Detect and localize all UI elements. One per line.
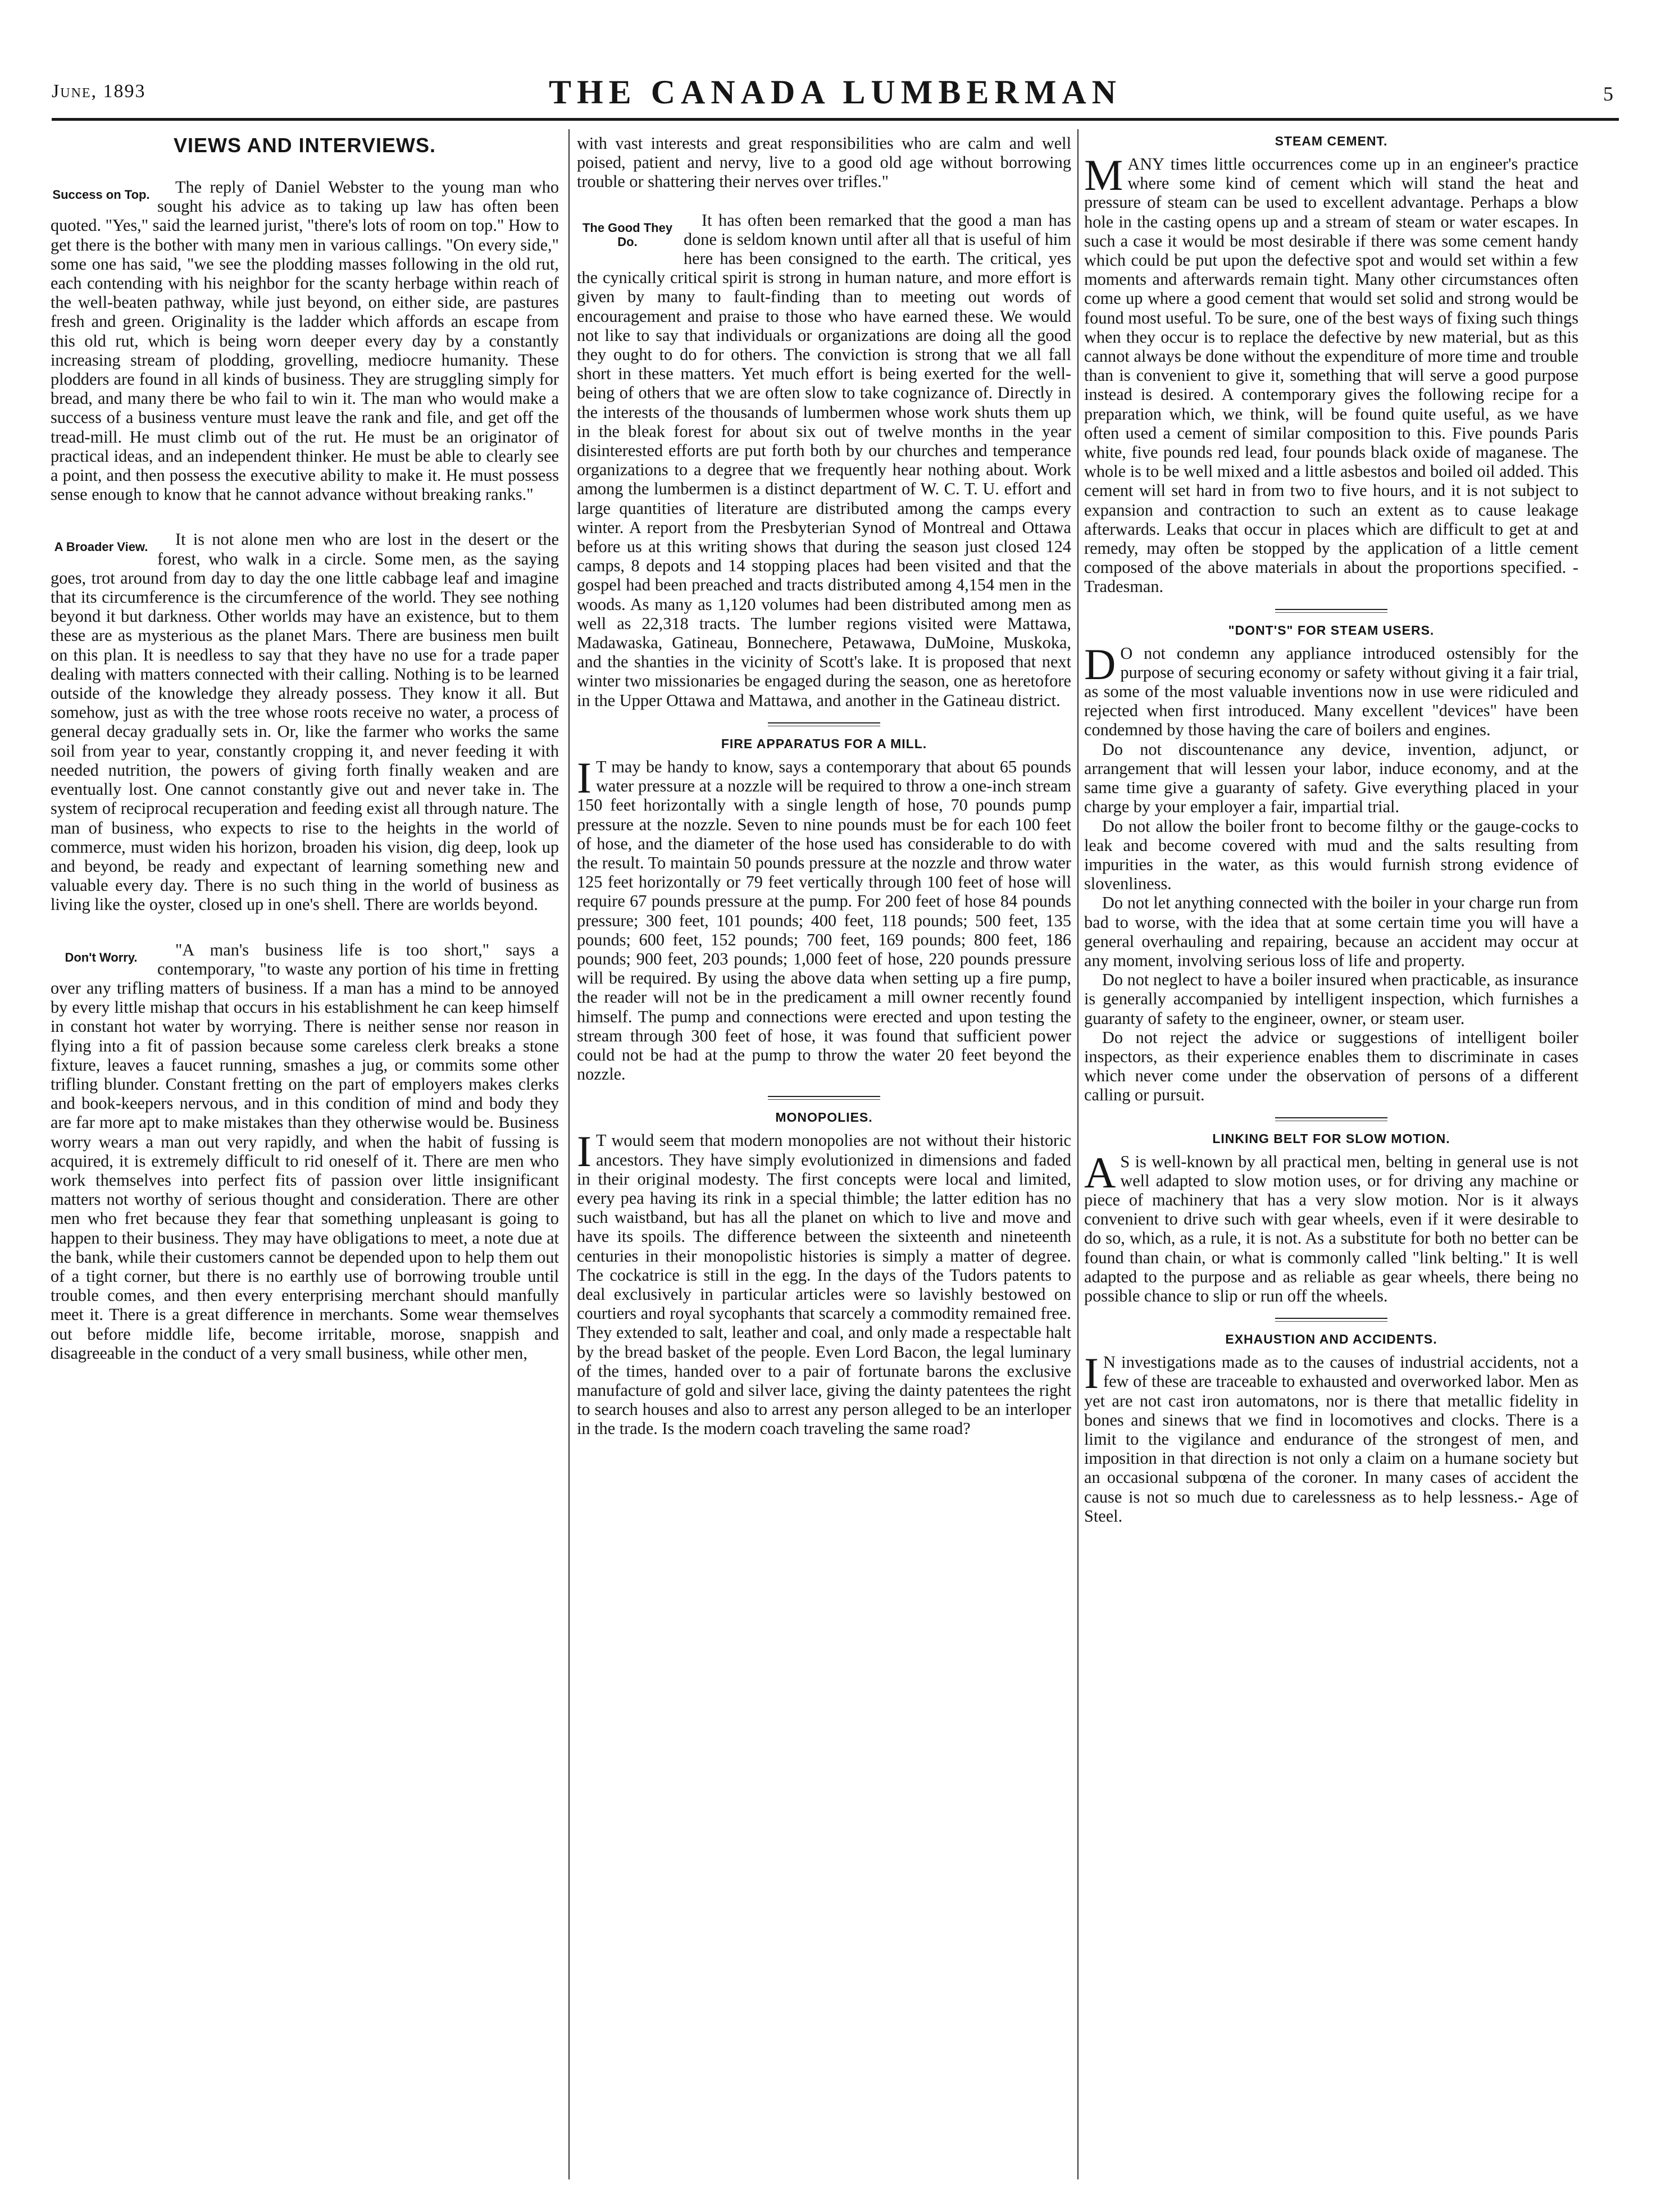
article-paragraph: Do not allow the boiler front to become filthy or the gauge-cocks to leak and become covered with mud and the salts resulting from impurities in the water, as this would furnish strong evidence of slovenliness. bbox=[1084, 816, 1578, 894]
column-2 bbox=[577, 134, 1071, 1439]
article-heading: EXHAUSTION AND ACCIDENTS. bbox=[1225, 1332, 1437, 1347]
article-paragraph: Do not let anything connected with the boiler in your charge run from bad to worse, with the idea that at some certain time you will have a general overhauling and repairing, because an accident may occur at any moment, involving serious loss of life and property. bbox=[1084, 893, 1578, 970]
masthead bbox=[52, 73, 1619, 118]
article-paragraph: Do not discountenance any device, invention, adjunct, or arrangement that will lessen your labor, induce economy, and at the same time give a guaranty of safety. Give everything placed in your charge by your employer a fair, impartial trial. bbox=[1084, 739, 1578, 817]
article-paragraph: with vast interests and great responsibilities who are calm and well poised, patient and nervy, live to a good old age without borrowing trouble or shattering their nerves over trifles." bbox=[577, 134, 1071, 192]
article-paragraph: MANY times little occurrences come up in an engineer's practice where some kind of cement which will stand the heat and pressure of steam can be used to excellent advantage. Perhaps a blow hole in the casting opens up and a stream of steam or water escapes. In such a case it would be most desirable if there was some cement handy which could be put upon the defective spot and would set within a few moments and afterwards remain tight. Many other circumstances often come up where a good cement that would set solid and strong would be found most useful. To be sure, one of the best ways of fixing such things when they occur is to replace the defective by new material, but as this cannot always be done without the expenditure of more time and trouble than is convenient to give it, something that will serve a good purpose instead is desired. A contemporary gives the following recipe for a preparation which, we think, will be found quite useful, as we have often used a cement of similar composition to this. Five pounds Paris white, five pounds red lead, four pounds black oxide of maganese. The whole is to be well mixed and a little asbestos and boiled oil added. This cement will set hard in from two to five hours, and it is not subject to expansion and contraction to such an extent as to cause leakage afterwards. Leaks that occur in places which are difficult to get at and remedy, may often be stopped by the application of a little cement composed of the above materials in about the proportions specified. -Tradesman. bbox=[1084, 151, 1578, 597]
section-rule bbox=[1275, 1117, 1387, 1121]
column-divider bbox=[1077, 129, 1079, 2179]
article-paragraph: It has often been remarked that the good a man has done is seldom known until after all that is useful of him here has been consigned to the earth. The critical, yes the cynically critical spirit is strong in human nature, and more effort is given by many to fault-finding than to meeting out words of encouragement and praise to those who have earned these. We would not like to say that individuals or organizations are doing all the good they ought to do for others. The conviction is strong that we all fall short in these matters. Yet much effort is being exerted for the well-being of others that we are often slow to take cognizance of. Directly in the interests of the thousands of lumbermen whose work shuts them up in the bleak forest for about six out of twelve months in the year disinterested efforts are put forth both by our churches and temperance organizations to a degree that we frequently hear nothing about. Work among the lumbermen is a distinct department of W. C. T. U. effort and large quantities of literature are distributed among the camps every winter. A report from the Presbyterian Synod of Montreal and Ottawa before us at this writing shows that during the season just closed 124 camps, 8 depots and 14 stopping places had been visited and that the gospel had been preached and tracts distributed among 4,154 men in the woods. As many as 1,120 volumes had been distributed among men as well as 22,318 tracts. The lumber regions visited were Mattawa, Madawaska, Gatineau, Bonnechere, Petawawa, DuMoine, Muskoka, and the shanties in the vicinity of Scott's lake. It is proposed that next winter two missionaries be engaged during the season, one as heretofore in the Upper Ottawa and Mattawa, and another in the Gatineau district. bbox=[577, 210, 1071, 710]
article-paragraph: I N investigations made as to the causes of industrial accidents, not a few of these are traceable to exhausted and overworked labor. Men as yet are not cast iron automatons, nor is there that metallic fidelity in bones and sinews that we find in locomotives and clocks. There is a limit to the vigilance and endurance of the strongest of men, and imposition in that direction is not only a claim on a humane society but an occasional subpœna of the coroner. In many cases of accident the cause is not so much due to carelessness as to help lessness.- Age of Steel. bbox=[1084, 1349, 1578, 1526]
article-heading: "DONT'S" FOR STEAM USERS. bbox=[1228, 622, 1435, 638]
article-paragraph: "A man's business life is too short," says a contemporary, "to waste any portion of his time in fretting over any trifling matters of business. If a man has a mind to be annoyed by every little mishap that occurs in his establishment he can keep himself in constant hot water by worrying. There is neither sense nor reason in flying into a fit of passion because some careless clerk breaks a stone fixture, leaves a faucet running, smashes a jug, or commits some other trifling blunder. Constant fretting on the part of employers makes clerks and book-keepers nervous, and in this condition of mind and body they are far more apt to make mistakes than they otherwise would be. Business worry wears a man out very rapidly, and when the habit of fussing is acquired, it is extremely difficult to rid oneself of it. There are men who work themselves into perfect fits of passion over little insignificant matters not worthy of serious thought and consideration. There are other men who fret because they fear that something unpleasant is going to happen to their business. They may have obligations to meet, a note due at the bank, while their customers cannot be depended upon to help them out of a tight corner, but there is no earthly use of borrowing trouble until trouble comes, and then every enterprising merchant should manfully meet it. There is a great difference in merchants. Some wear themselves out before middle life, become irritable, morose, snappish and disagreeable in the conduct of a very small business, while other men, bbox=[51, 940, 559, 1363]
side-head: Success on Top. bbox=[52, 188, 150, 202]
drop-cap: D bbox=[1084, 639, 1116, 689]
article-paragraph: It is not alone men who are lost in the desert or the forest, who walk in a circle. Some men, as the saying goes, trot around from day to day the one little cabbage leaf and imagine that its circumference is the circumference of the world. They see nothing beyond it but darkness. Other worlds may have an existence, but to them these are as mysterious as the planet Mars. There are business men built on this plan. It is needless to say that they have no use for a trade paper dealing with matters connected with their calling. Nothing is to be learned outside of the knowledge they already possess. They know it all. But somehow, just as with the tree whose roots receive no water, a process of general decay gradually sets in. Or, like the farmer who works the same soil from year to year, constantly cropping it, and never feeding it with needed nutrition, the powers of giving forth finally weaken and are eventually lost. One cannot constantly give out and never take in. The system of reciprocal recuperation and feeding exist all through nature. The man of business, who expects to rise to the heights in the world of commerce, must widen his horizon, broaden his vision, dig deep, look up and beyond, be ready and expectant of learning something new and valuable every day. There is no such thing in the world of business as living like the oyster, closed up in one's shell. There are worlds beyond. bbox=[51, 530, 559, 914]
side-head: Don't Worry. bbox=[65, 950, 138, 964]
section-rule bbox=[768, 722, 880, 726]
drop-cap: I bbox=[1084, 1349, 1099, 1398]
drop-cap: I bbox=[577, 753, 591, 802]
drop-cap: I bbox=[577, 1127, 591, 1176]
column-3 bbox=[1084, 134, 1578, 1526]
section-rule bbox=[1275, 1318, 1387, 1322]
section-rule bbox=[768, 1096, 880, 1100]
section-rule bbox=[1275, 609, 1387, 613]
newspaper-title: THE CANADA LUMBERMAN bbox=[548, 74, 1122, 111]
article-heading: STEAM CEMENT. bbox=[1275, 134, 1388, 148]
drop-cap: M bbox=[1084, 151, 1123, 199]
masthead-rule bbox=[52, 118, 1619, 121]
side-head: The Good They Do. bbox=[582, 220, 673, 249]
side-head: A Broader View. bbox=[54, 540, 148, 554]
drop-cap: A bbox=[1084, 1148, 1116, 1197]
section-heading: VIEWS AND INTERVIEWS. bbox=[173, 134, 436, 157]
column-1 bbox=[51, 134, 559, 1363]
article-paragraph: A S is well-known by all practical men, belting in general use is not well adapted to slow motion uses, or for driving any machine or piece of machinery that has a very slow motion. Nor is it always convenient to drive such with gear wheels, even if it were desirable to do so, which, as a rule, it is not. As a substitute for both no better can be found than chain, or what is commonly called "link belting." It is well adapted to the purpose and as reliable as gear wheels, there being no possible chance to slip or run off the wheels. bbox=[1084, 1148, 1578, 1305]
article-heading: FIRE APPARATUS FOR A MILL. bbox=[721, 736, 927, 751]
issue-date: June, 1893 bbox=[52, 81, 146, 102]
article-paragraph: I T would seem that modern monopolies are not without their historic ancestors. They have simply evolutionized in dimensions and faded in their original modesty. The first concepts were local and limited, every pea having its rink in a special thimble; the latter edition has no such waistband, but has all the planet on which to live and move and have its spoils. The difference between the sixteenth and nineteenth centuries in their monopolistic histories is simply a matter of degree. The cockatrice is still in the egg. In the days of the Tudors patents to deal exclusively in particular articles were so lavishly bestowed on courtiers and royal sycophants that scarcely a commodity remained free. They extended to salt, leather and coal, and only made a respectable halt by the bread basket of the people. Even Lord Bacon, the legal luminary of the times, handed over to a pair of fortunate barons the exclusive manufacture of gold and silver lace, giving the dainty patentees the right to search houses and also to arrest any person alleged to be an interloper in the trade. Is the modern coach traveling the same road? bbox=[577, 1127, 1071, 1439]
article-heading: MONOPOLIES. bbox=[775, 1110, 873, 1125]
column-divider bbox=[568, 129, 570, 2179]
article-paragraph: I T may be handy to know, says a contemporary that about 65 pounds water pressure at a nozzle will be required to throw a one-inch stream 150 feet horizontally with a single length of hose, 70 pounds pump pressure at the nozzle. Seven to nine pounds must be for each 100 feet of hose, and the diameter of the hose used has considerable to do with the result. To maintain 50 pounds pressure at the nozzle and throw water 125 feet horizontally or 79 feet vertically through 100 feet of hose will require 67 pounds pressure at the pump. For 200 feet of hose 84 pounds pressure; 300 feet, 101 pounds; 400 feet, 118 pounds; 500 feet, 135 pounds; 600 feet, 152 pounds; 700 feet, 169 pounds; 800 feet, 186 pounds; 900 feet, 203 pounds; 1,000 feet of hose, 220 pounds pressure will be required. By using the above data when setting up a fire pump, the reader will not be in the predicament a mill owner recently found himself. The pump and connections were erected and upon testing the stream through 300 feet of hose, it was found that sufficient power could not be had at the pump to throw the water 20 feet beyond the nozzle. bbox=[577, 753, 1071, 1084]
article-paragraph: The reply of Daniel Webster to the young man who sought his advice as to taking up law has often been quoted. "Yes," said the learned jurist, "there's lots of room on top." How to get there is the bother with many men in various callings. "On every side," some one has said, "we see the plodding masses following in the old rut, each contending with his neighbor for the scanty herbage within reach of the well-beaten pathway, while just beyond, on either side, are pastures fresh and green. Originality is the ladder which affords an escape from this old rut, which is being worn deeper every day by a constantly increasing stream of plodding, grovelling, mediocre humanity. These plodders are found in all kinds of business. They are struggling simply for bread, and many there be who fail to win it. The man who would make a success of a business venture must leave the rank and file, and get off the tread-mill. He must climb out of the rut. He must be an originator of practical ideas, and an independent thinker. He must be able to clearly see a point, and then possess the executive ability to make it. He must possess sense enough to know that he cannot advance without breaking ranks." bbox=[51, 177, 559, 504]
article-paragraph: Do not reject the advice or suggestions of intelligent boiler inspectors, as their experience enables them to discriminate in cases which never come under the observation of persons of a different calling or pursuit. bbox=[1084, 1027, 1578, 1105]
article-paragraph: D O not condemn any appliance introduced ostensibly for the purpose of securing economy or safety without giving it a fair trial, as some of the most valuable inventions now in use were ridiculed and rejected when first introduced. Many excellent "devices" have been condemned by those having the care of boilers and engines. bbox=[1084, 639, 1578, 740]
page-number: 5 bbox=[1603, 83, 1613, 105]
article-heading: LINKING BELT FOR SLOW MOTION. bbox=[1212, 1131, 1450, 1146]
article-paragraph: Do not neglect to have a boiler insured when practicable, as insurance is generally accompanied by intelligent inspection, which furnishes a guaranty of safety to the engineer, owner, or steam user. bbox=[1084, 970, 1578, 1028]
